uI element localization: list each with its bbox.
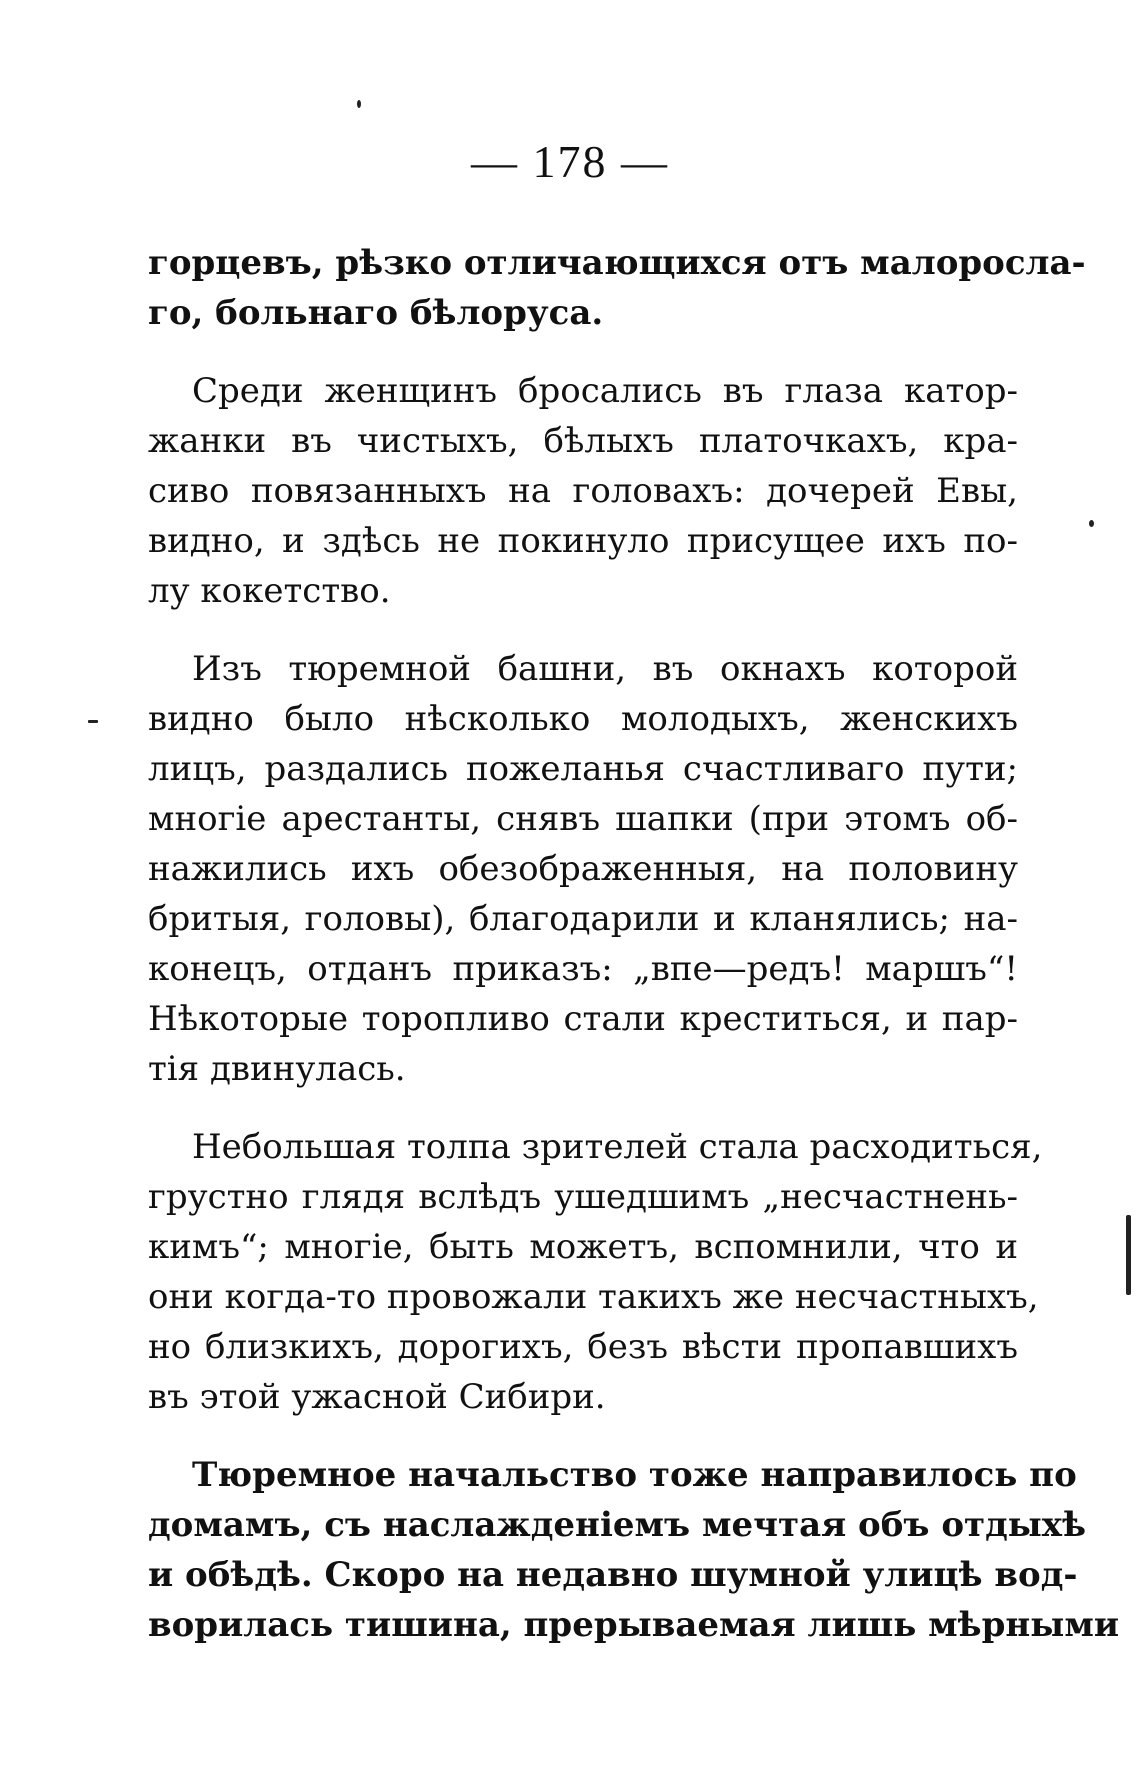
text-line: многіе арестанты, снявъ шапки (при этомъ об-: [148, 799, 1018, 839]
text-line: Изъ тюремной башни, въ окнахъ которой: [192, 649, 1018, 689]
text-line: горцевъ, рѣзко отличающихся отъ малоросла-: [148, 243, 1086, 283]
text-line: конецъ, отданъ приказъ: „впе—редъ! маршъ“!: [148, 949, 1018, 989]
text-line: въ этой ужасной Сибири.: [148, 1377, 606, 1417]
text-line: бритыя, головы), благодарили и кланялись; на-: [148, 899, 1018, 939]
paragraph: [148, 644, 1018, 1094]
scan-speck: [1126, 1215, 1131, 1295]
scan-speck: [357, 100, 361, 108]
text-line: тія двинулась.: [148, 1049, 406, 1089]
page-number: — 178 —: [471, 136, 669, 187]
text-line: но близкихъ, дорогихъ, безъ вѣсти пропавшихъ: [148, 1327, 1018, 1367]
text-line: Нѣкоторые торопливо стали креститься, и пар-: [148, 999, 1018, 1039]
body-text: [148, 238, 1120, 1650]
text-line: лу кокетство.: [148, 571, 391, 611]
text-line: ворилась тишина, прерываемая лишь мѣрными: [148, 1605, 1120, 1645]
scan-speck: [88, 720, 98, 723]
text-line: Тюремное начальство тоже направилось по: [192, 1455, 1077, 1495]
text-line: кимъ“; многіе, быть можетъ, вспомнили, что и: [148, 1227, 1018, 1267]
scan-speck: [1089, 520, 1094, 527]
paragraph: [148, 238, 1086, 338]
text-line: жанки въ чистыхъ, бѣлыхъ платочкахъ, кра-: [148, 421, 1018, 461]
text-line: видно было нѣсколько молодыхъ, женскихъ: [148, 699, 1018, 739]
text-line: грустно глядя вслѣдъ ушедшимъ „несчастнень-: [148, 1177, 1018, 1217]
text-line: лицъ, раздались пожеланья счастливаго пути;: [148, 749, 1018, 789]
paragraph: [148, 1122, 1043, 1422]
text-line: го, больнаго бѣлоруса.: [148, 293, 604, 333]
paragraph: [148, 366, 1018, 616]
text-line: видно, и здѣсь не покинуло присущее ихъ по-: [148, 521, 1018, 561]
text-line: сиво повязанныхъ на головахъ: дочерей Евы,: [148, 471, 1018, 511]
text-line: нажились ихъ обезображенныя, на половину: [148, 849, 1018, 889]
text-line: они когда-то провожали такихъ же несчастныхъ,: [148, 1277, 1039, 1317]
text-line: Среди женщинъ бросались въ глаза катор-: [192, 371, 1018, 411]
text-line: Небольшая толпа зрителей стала расходиться,: [192, 1127, 1043, 1167]
text-line: домамъ, съ наслажденіемъ мечтая объ отдыхѣ: [148, 1505, 1086, 1545]
text-line: и обѣдѣ. Скоро на недавно шумной улицѣ вод-: [148, 1555, 1078, 1595]
paragraph: [148, 1450, 1120, 1650]
